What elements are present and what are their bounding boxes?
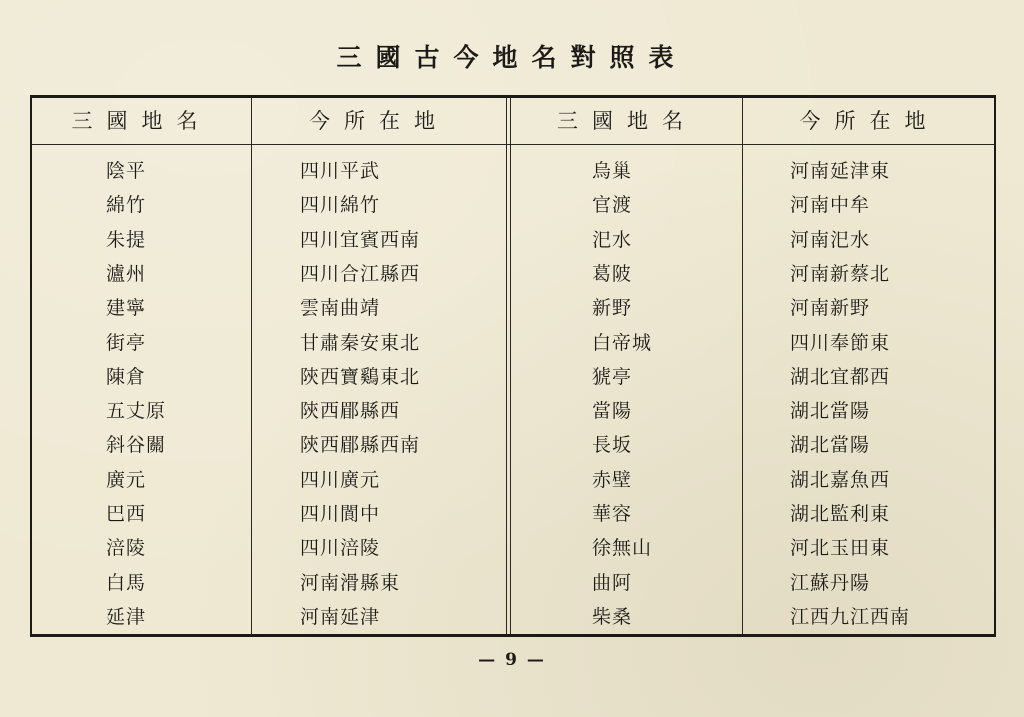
ancient-name-cell: 廣元 bbox=[106, 468, 147, 491]
ancient-name-cell: 白帝城 bbox=[592, 331, 653, 354]
ancient-name-cell: 巴西 bbox=[106, 503, 147, 525]
modern-location-cell: 河南新蔡北 bbox=[790, 262, 891, 285]
ancient-name-cell: 陰平 bbox=[106, 160, 147, 182]
modern-location-cell: 四川平武 bbox=[300, 160, 381, 182]
ancient-name-cell: 新野 bbox=[592, 297, 633, 320]
modern-location-cell: 四川宜賓西南 bbox=[300, 228, 421, 251]
modern-location-cell: 四川閬中 bbox=[300, 503, 381, 525]
header-modern-location-right: 今所在地 bbox=[799, 109, 940, 133]
ancient-name-cell: 白馬 bbox=[106, 571, 147, 594]
modern-location-cell: 四川合江縣西 bbox=[300, 262, 421, 285]
header-ancient-name-left: 三國地名 bbox=[71, 109, 212, 133]
ancient-name-cell: 柴桑 bbox=[592, 605, 633, 628]
column-divider bbox=[251, 98, 252, 634]
modern-location-cell: 湖北當陽 bbox=[790, 400, 871, 423]
modern-location-cell: 河北玉田東 bbox=[790, 537, 891, 560]
modern-location-cell: 江蘇丹陽 bbox=[790, 571, 871, 594]
header-rule bbox=[32, 144, 994, 145]
ancient-name-cell: 瀘州 bbox=[106, 262, 147, 285]
modern-location-cell: 四川綿竹 bbox=[300, 194, 381, 217]
modern-location-cell: 湖北當陽 bbox=[790, 434, 871, 457]
ancient-name-cell: 朱提 bbox=[106, 228, 147, 251]
page-title: 三國古今地名對照表 bbox=[336, 43, 688, 72]
ancient-name-cell: 烏巢 bbox=[592, 160, 633, 182]
ancient-name-cell: 涪陵 bbox=[106, 537, 147, 560]
header-ancient-name-right: 三國地名 bbox=[557, 109, 697, 133]
header-modern-location-left: 今所在地 bbox=[309, 109, 449, 133]
modern-location-cell: 河南中牟 bbox=[790, 194, 871, 217]
place-name-table bbox=[30, 95, 996, 637]
modern-location-cell: 陝西郿縣西南 bbox=[300, 434, 421, 457]
modern-location-cell: 雲南曲靖 bbox=[300, 297, 381, 320]
ancient-name-cell: 汜水 bbox=[592, 228, 633, 251]
modern-location-cell: 陝西郿縣西 bbox=[300, 400, 401, 423]
ancient-name-cell: 曲阿 bbox=[592, 571, 633, 594]
modern-location-cell: 河南汜水 bbox=[790, 228, 871, 251]
modern-location-cell: 湖北嘉魚西 bbox=[790, 468, 891, 491]
modern-location-cell: 江西九江西南 bbox=[790, 605, 911, 628]
modern-location-cell: 河南新野 bbox=[790, 297, 871, 320]
modern-location-cell: 河南滑縣東 bbox=[300, 571, 401, 594]
modern-location-cell: 四川奉節東 bbox=[790, 331, 891, 354]
ancient-name-cell: 建寧 bbox=[106, 297, 147, 320]
ancient-name-cell: 綿竹 bbox=[106, 194, 147, 217]
modern-location-cell: 湖北監利東 bbox=[790, 503, 891, 525]
modern-location-cell: 河南延津東 bbox=[790, 160, 891, 182]
page-number: — 9 — bbox=[478, 650, 546, 670]
ancient-name-cell: 延津 bbox=[106, 605, 147, 628]
ancient-name-cell: 官渡 bbox=[592, 194, 633, 217]
column-divider bbox=[742, 98, 743, 634]
modern-location-cell: 四川涪陵 bbox=[300, 537, 381, 560]
ancient-name-cell: 斜谷關 bbox=[106, 434, 167, 457]
modern-location-cell: 四川廣元 bbox=[300, 468, 381, 491]
ancient-name-cell: 陳倉 bbox=[106, 365, 147, 388]
ancient-name-cell: 五丈原 bbox=[106, 400, 167, 423]
ancient-name-cell: 赤壁 bbox=[592, 468, 633, 491]
modern-location-cell: 河南延津 bbox=[300, 605, 381, 628]
ancient-name-cell: 葛陂 bbox=[592, 262, 633, 285]
ancient-name-cell: 街亭 bbox=[106, 331, 147, 354]
ancient-name-cell: 華容 bbox=[592, 503, 633, 525]
ancient-name-cell: 徐無山 bbox=[592, 537, 653, 560]
modern-location-cell: 湖北宜都西 bbox=[790, 365, 891, 388]
ancient-name-cell: 猇亭 bbox=[592, 365, 633, 388]
ancient-name-cell: 當陽 bbox=[592, 400, 633, 423]
modern-location-cell: 陝西寶鷄東北 bbox=[300, 365, 421, 388]
ancient-name-cell: 長坂 bbox=[592, 434, 633, 457]
center-double-divider bbox=[506, 98, 511, 634]
modern-location-cell: 甘肅秦安東北 bbox=[300, 331, 421, 354]
